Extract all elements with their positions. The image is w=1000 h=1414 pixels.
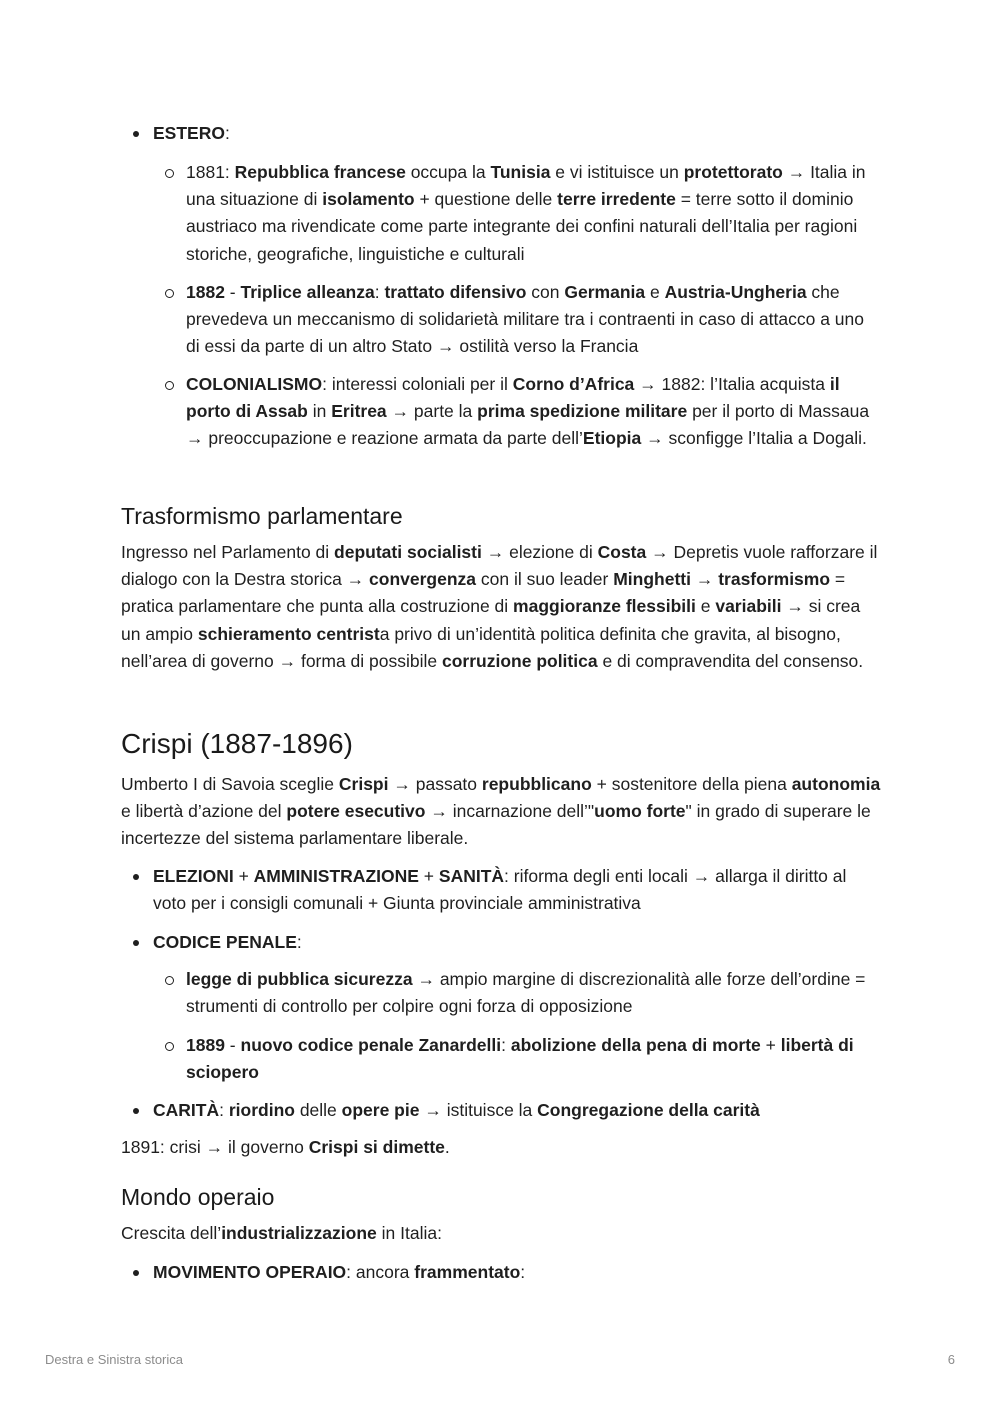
bullet-carita: CARITÀ: riordino delle opere pie → istituisce la Congregazione della carità: [153, 1097, 881, 1124]
footer-page-number: 6: [947, 1352, 955, 1367]
estero-label: ESTERO: [153, 123, 225, 143]
estero-item-colonialismo: COLONIALISMO: interessi coloniali per il Corno d’Africa → 1882: l’Italia acquista il porto di Assab in Eritrea → parte la prima spedizione militare per il porto di Massaua → preoccupazione e reazione armata da parte dell’Etiopia → sconfigge l’Italia a Dogali.: [186, 371, 881, 453]
heading-crispi: Crispi (1887-1896): [121, 728, 353, 759]
paragraph-crisi: 1891: crisi → il governo Crispi si dimette.: [121, 1137, 450, 1157]
codice-item-zanardelli: 1889 - nuovo codice penale Zanardelli: abolizione della pena di morte + libertà di sciopero: [186, 1032, 881, 1086]
footer-document-title: Destra e Sinistra storica: [45, 1352, 183, 1367]
bullet-elezioni: ELEZIONI + AMMINISTRAZIONE + SANITÀ: riforma degli enti locali → allarga il diritto al voto per i consigli comunali + Giunta provinciale amministrativa: [153, 863, 881, 917]
bullet-codice-penale: CODICE PENALE:: [153, 929, 881, 956]
estero-item-triplice: 1882 - Triplice alleanza: trattato difensivo con Germania e Austria-Ungheria che prevedeva un meccanismo di solidarietà militare tra i contraenti in caso di attacco a uno di essi da parte di un altro Stato → ostilità verso la Francia: [186, 279, 881, 361]
bullet-estero: ESTERO:: [153, 120, 881, 147]
heading-mondo-operaio: Mondo operaio: [121, 1184, 275, 1210]
bullet-movimento-operaio: MOVIMENTO OPERAIO: ancora frammentato:: [153, 1259, 881, 1286]
heading-trasformismo: Trasformismo parlamentare: [121, 503, 403, 529]
estero-item-tunisia: 1881: Repubblica francese occupa la Tunisia e vi istituisce un protettorato → Italia in una situazione di isolamento + questione delle terre irredente = terre sotto il dominio austriaco ma rivendicate come parte integrante dei confini naturali dell’Italia per ragioni storiche, geografiche, linguistiche e culturali: [186, 159, 881, 268]
paragraph-mondo-intro: Crescita dell’industrializzazione in Italia:: [121, 1223, 442, 1243]
codice-item-pubblica-sicurezza: legge di pubblica sicurezza → ampio margine di discrezionalità alle forze dell’ordine = strumenti di controllo per colpire ogni forza di opposizione: [186, 966, 881, 1020]
paragraph-trasformismo: Ingresso nel Parlamento di deputati socialisti → elezione di Costa → Depretis vuole rafforzare il dialogo con la Destra storica → convergenza con il suo leader Minghetti → trasformismo = pratica parlamentare che punta alla costruzione di maggioranze flessibili e variabili → si crea un ampio schieramento centrista privo di un’identità politica definita che gravita, al bisogno, nell’area di governo → forma di possibile corruzione politica e di compravendita del consenso.: [121, 542, 878, 671]
paragraph-crispi-intro: Umberto I di Savoia sceglie Crispi → passato repubblicano + sostenitore della piena autonomia e libertà d’azione del potere esecutivo → incarnazione dell’"uomo forte" in grado di superare le incertezze del sistema parlamentare liberale.: [121, 774, 881, 849]
